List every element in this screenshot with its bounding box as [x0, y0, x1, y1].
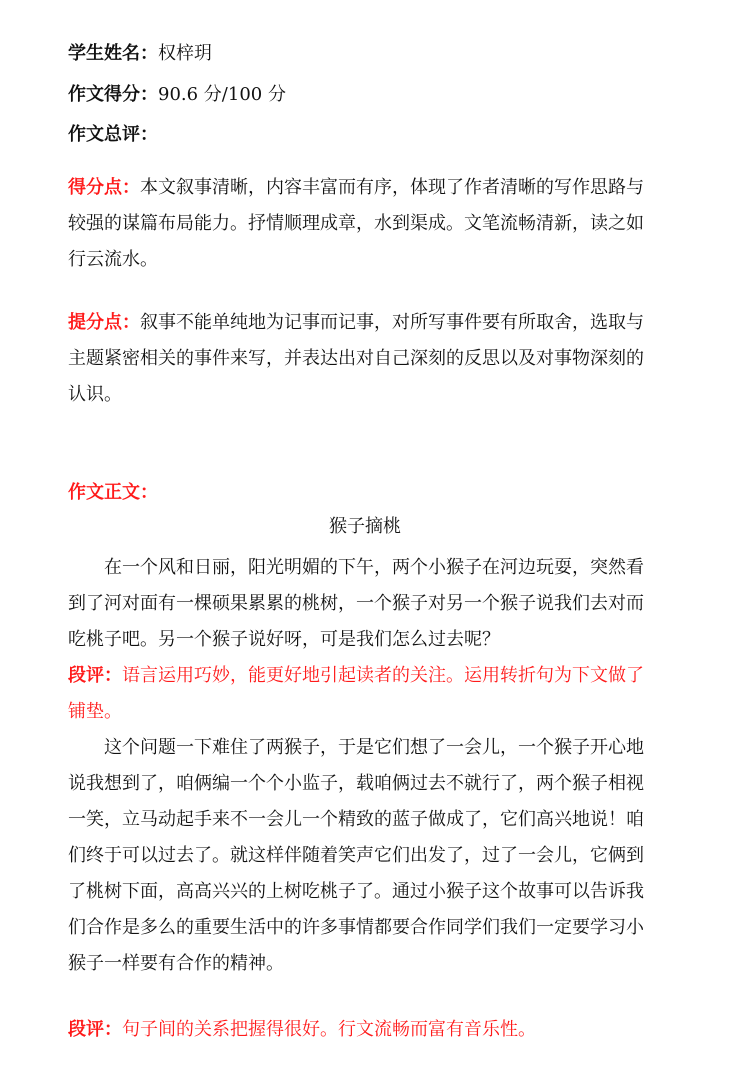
score-value: 90.6 分/100 分 [158, 84, 286, 105]
paragraph-comment-2 [68, 1012, 660, 1048]
essay-title: 猴子摘桃 [329, 516, 401, 537]
student-name-label: 学生姓名： [68, 43, 158, 64]
overall-review-label: 作文总评： [68, 124, 158, 145]
improvement-points-label: 提分点： [68, 312, 140, 333]
score-label: 作文得分： [68, 84, 158, 105]
scoring-points-text: 本文叙事清晰，内容丰富而有序，体现了作者清晰的写作思路与较强的谋篇布局能力。抒情顺理成章，水到渠成。文笔流畅清新，读之如行云流水。 [68, 177, 644, 270]
improvement-points-paragraph [68, 305, 660, 413]
essay-paragraph-2: 这个问题一下难住了两猴子，于是它们想了一会儿，一个猴子开心地说我想到了，咱俩编一个个小监子，载咱俩过去不就行了，两个猴子相视一笑，立马动起手来不一会儿一个精致的蓝子做成了，它们高兴地说！咱们终于可以过去了。就这样伴随着笑声它们出发了，过了一会儿，它俩到了桃树下面，高高兴兴的上树吃桃子了。通过小猴子这个故事可以告诉我们合作是多么的重要生活中的许多事情都要合作同学们我们一定要学习小猴子一样要有合作的精神。 [68, 737, 644, 974]
scoring-points-paragraph [68, 170, 660, 278]
scoring-points-label: 得分点： [68, 177, 140, 198]
student-name-value: 权梓玥 [158, 43, 212, 64]
student-name-row [68, 42, 212, 66]
paragraph-comment-1-label: 段评： [68, 665, 122, 686]
essay-body-label: 作文正文： [68, 482, 158, 503]
essay-paragraph-1: 在一个风和日丽，阳光明媚的下午，两个小猴子在河边玩耍，突然看到了河对面有一棵硕果累累的桃树，一个猴子对另一个猴子说我们去对而吃桃子吧。另一个猴子说好呀，可是我们怎么过去呢？ [68, 557, 644, 650]
paragraph-comment-1-text: 语言运用巧妙，能更好地引起读者的关注。运用转折句为下文做了铺垫。 [68, 665, 644, 722]
score-row [68, 83, 286, 107]
paragraph-comment-1 [68, 658, 660, 730]
paragraph-comment-2-label: 段评： [68, 1019, 122, 1040]
improvement-points-text: 叙事不能单纯地为记事而记事，对所写事件要有所取舍，选取与主题紧密相关的事件来写，并表达出对自己深刻的反思以及对事物深刻的认识。 [68, 312, 644, 405]
paragraph-comment-2-text: 句子间的关系把握得很好。行文流畅而富有音乐性。 [122, 1019, 536, 1040]
